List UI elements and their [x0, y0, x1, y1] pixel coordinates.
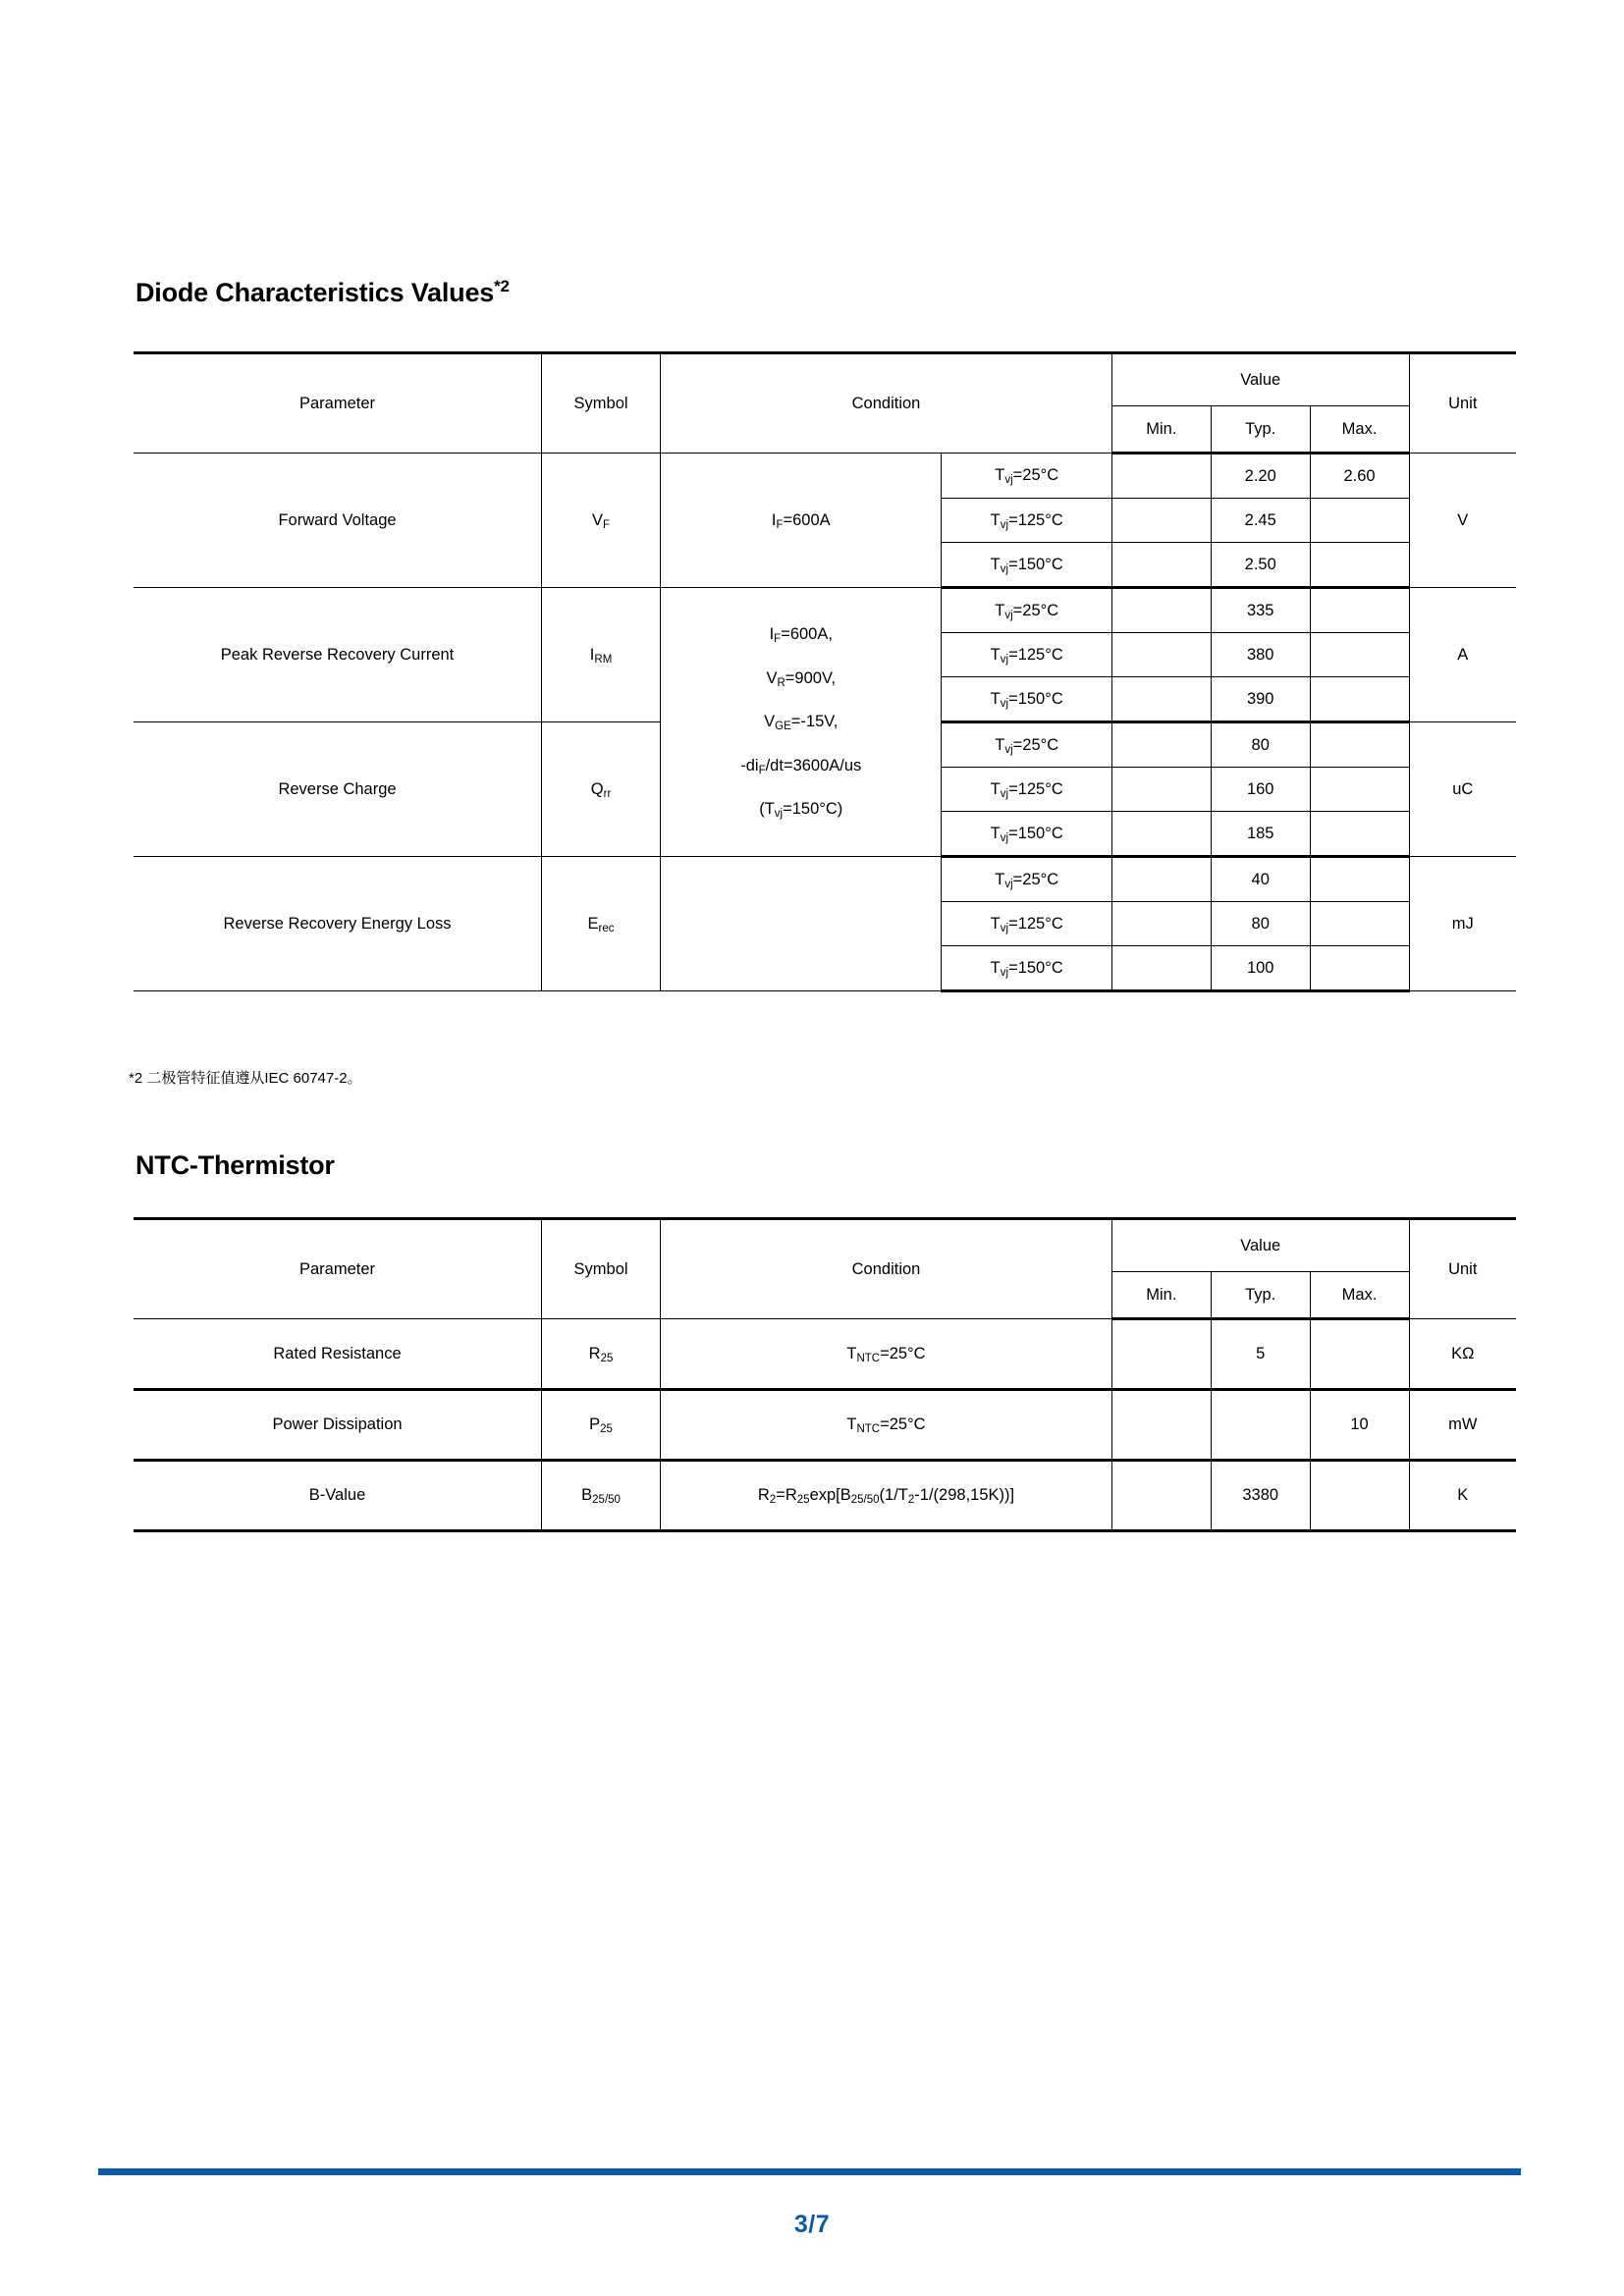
- row-parameter: Reverse Recovery Energy Loss: [134, 857, 542, 991]
- diode-section-title-superscript: *2: [494, 277, 510, 295]
- header-unit: Unit: [1409, 1219, 1516, 1319]
- row-min: [1111, 1319, 1211, 1390]
- row-max: [1310, 588, 1409, 633]
- row-max: [1310, 902, 1409, 946]
- header-condition: Condition: [661, 1219, 1112, 1319]
- row-typ: 2.45: [1211, 499, 1310, 543]
- row-typ: 3380: [1211, 1461, 1310, 1531]
- footer-page-number: 3/7: [793, 2211, 831, 2238]
- table-row: [134, 588, 1516, 633]
- table-row: [134, 1319, 1516, 1390]
- row-subcondition: $T_{vj}=25^\circ C$: [942, 857, 1111, 902]
- bvalue-formula: $R_2=R_{25}\exp[B_{25/50}(1/T_2-1/(298,15K))]$: [757, 1486, 1015, 1507]
- row-unit: V: [1409, 454, 1516, 588]
- row-parameter: B-Value: [134, 1461, 542, 1531]
- row-parameter: Reverse Charge: [134, 722, 542, 857]
- row-unit: uC: [1409, 722, 1516, 857]
- row-parameter: Forward Voltage: [134, 454, 542, 588]
- row-min: [1111, 454, 1211, 499]
- row-unit: A: [1409, 588, 1516, 722]
- row-max: [1310, 1319, 1409, 1390]
- row-min: [1111, 633, 1211, 677]
- header-parameter: Parameter: [134, 1219, 542, 1319]
- row-subcondition: $T_{vj}=125^\circ C$: [942, 902, 1111, 946]
- row-min: [1111, 677, 1211, 722]
- header-min: Min.: [1111, 1272, 1211, 1319]
- diode-section-title: [135, 278, 510, 308]
- row-max: [1310, 812, 1409, 857]
- footer-divider: [98, 2168, 1521, 2175]
- row-max: [1310, 722, 1409, 768]
- row-min: [1111, 588, 1211, 633]
- row-parameter: Power Dissipation: [134, 1390, 542, 1461]
- row-symbol: $E_{rec}$: [542, 857, 661, 991]
- ntc-thermistor-table: [134, 1217, 1516, 1532]
- row-max: [1310, 857, 1409, 902]
- row-subcondition: $T_{vj}=150^\circ C$: [942, 543, 1111, 588]
- header-symbol: Symbol: [542, 1219, 661, 1319]
- row-subcondition: $T_{vj}=25^\circ C$: [942, 722, 1111, 768]
- row-condition: $T_{NTC}=25^\circ C$: [661, 1390, 1112, 1461]
- row-min: [1111, 722, 1211, 768]
- diode-table-header-row-1: [134, 353, 1516, 406]
- row-min: [1111, 1461, 1211, 1531]
- row-subcondition: $T_{vj}=125^\circ C$: [942, 633, 1111, 677]
- row-typ: 380: [1211, 633, 1310, 677]
- row-typ: 2.50: [1211, 543, 1310, 588]
- header-max: Max.: [1310, 406, 1409, 454]
- ntc-section-title: NTC-Thermistor: [135, 1150, 335, 1180]
- row-symbol: $Q_{rr}$: [542, 722, 661, 857]
- row-min: [1111, 1390, 1211, 1461]
- row-max: 10: [1310, 1390, 1409, 1461]
- row-typ: 185: [1211, 812, 1310, 857]
- row-typ: 80: [1211, 902, 1310, 946]
- row-unit: KΩ: [1409, 1319, 1516, 1390]
- row-max: [1310, 633, 1409, 677]
- row-typ: 5: [1211, 1319, 1310, 1390]
- header-parameter: Parameter: [134, 353, 542, 454]
- row-typ: [1211, 1390, 1310, 1461]
- row-subcondition: $T_{vj}=125^\circ C$: [942, 499, 1111, 543]
- table-row: [134, 1390, 1516, 1461]
- header-min: Min.: [1111, 406, 1211, 454]
- row-parameter: Rated Resistance: [134, 1319, 542, 1390]
- header-value: Value: [1111, 1219, 1409, 1272]
- row-typ: 40: [1211, 857, 1310, 902]
- table-row: [134, 1461, 1516, 1531]
- row-subcondition: $T_{vj}=25^\circ C$: [942, 588, 1111, 633]
- row-min: [1111, 812, 1211, 857]
- header-typ: Typ.: [1211, 1272, 1310, 1319]
- header-max: Max.: [1310, 1272, 1409, 1319]
- row-condition-shared: $I_F=600A$, $V_R=900V$, $V_{GE}=-15V$, $-di_F/dt=3600A/us$ $(T_{vj}=150^\circ C)$: [661, 588, 942, 857]
- row-typ: 2.20: [1211, 454, 1310, 499]
- row-min: [1111, 946, 1211, 991]
- row-min: [1111, 857, 1211, 902]
- row-typ: 100: [1211, 946, 1310, 991]
- row-subcondition: $T_{vj}=125^\circ C$: [942, 768, 1111, 812]
- header-condition: Condition: [661, 353, 1112, 454]
- ntc-table-body: [134, 1319, 1516, 1531]
- row-max: [1310, 768, 1409, 812]
- row-max: [1310, 946, 1409, 991]
- row-unit: K: [1409, 1461, 1516, 1531]
- header-typ: Typ.: [1211, 406, 1310, 454]
- table-row: [134, 857, 1516, 902]
- row-subcondition: $T_{vj}=25^\circ C$: [942, 454, 1111, 499]
- diode-characteristics-table: [134, 351, 1516, 992]
- row-symbol: $I_{RM}$: [542, 588, 661, 722]
- row-max: [1310, 499, 1409, 543]
- diode-footnote: *2 二极管特征值遵从IEC 60747-2。: [129, 1070, 362, 1087]
- row-min: [1111, 902, 1211, 946]
- row-min: [1111, 499, 1211, 543]
- row-condition: $I_F=600A$: [661, 454, 942, 588]
- ntc-table-header-row-1: [134, 1219, 1516, 1272]
- row-symbol: $B_{25/50}$: [542, 1461, 661, 1531]
- row-condition-formula: [661, 1461, 1112, 1531]
- row-condition: $T_{NTC}=25^\circ C$: [661, 1319, 1112, 1390]
- header-symbol: Symbol: [542, 353, 661, 454]
- row-condition-empty: [661, 857, 942, 991]
- diode-table-body: [134, 454, 1516, 991]
- row-max: [1310, 543, 1409, 588]
- row-max: 2.60: [1310, 454, 1409, 499]
- row-parameter: Peak Reverse Recovery Current: [134, 588, 542, 722]
- row-unit: mW: [1409, 1390, 1516, 1461]
- row-max: [1310, 1461, 1409, 1531]
- row-subcondition: $T_{vj}=150^\circ C$: [942, 677, 1111, 722]
- row-symbol: $V_F$: [542, 454, 661, 588]
- row-subcondition: $T_{vj}=150^\circ C$: [942, 812, 1111, 857]
- row-typ: 390: [1211, 677, 1310, 722]
- diode-section-title-text: Diode Characteristics Values: [135, 278, 495, 307]
- row-min: [1111, 543, 1211, 588]
- row-symbol: $P_{25}$: [542, 1390, 661, 1461]
- row-unit: mJ: [1409, 857, 1516, 991]
- row-typ: 80: [1211, 722, 1310, 768]
- row-min: [1111, 768, 1211, 812]
- table-row: [134, 454, 1516, 499]
- row-max: [1310, 677, 1409, 722]
- row-subcondition: $T_{vj}=150^\circ C$: [942, 946, 1111, 991]
- row-typ: 335: [1211, 588, 1310, 633]
- header-unit: Unit: [1409, 353, 1516, 454]
- row-typ: 160: [1211, 768, 1310, 812]
- header-value: Value: [1111, 353, 1409, 406]
- row-symbol: $R_{25}$: [542, 1319, 661, 1390]
